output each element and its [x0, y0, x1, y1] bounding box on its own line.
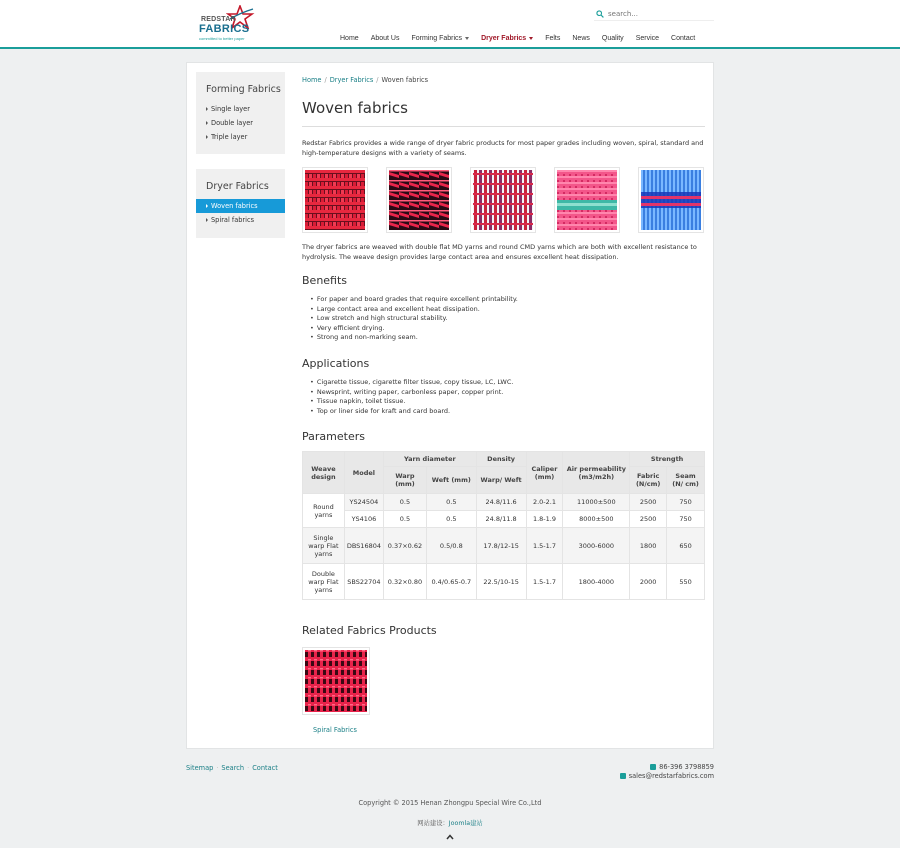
- phone-icon: [650, 764, 656, 770]
- footer-links: [186, 764, 278, 772]
- footer-contact: [620, 763, 714, 781]
- sidebar-item-label: Double layer: [211, 119, 254, 127]
- sidebar-item-label: Spiral fabrics: [211, 216, 255, 224]
- search-icon: [596, 10, 604, 18]
- table-row: [303, 564, 705, 600]
- cell-model: YS24504: [344, 494, 383, 511]
- back-to-top-icon[interactable]: [446, 833, 454, 841]
- copyright-text: Copyright © 2015 Henan Zhongpu Special Wire Co.,Ltd: [358, 799, 542, 807]
- cell-air: 8000±500: [563, 511, 630, 528]
- list-item: • Very efficient drying.: [310, 324, 518, 334]
- cell-caliper: 1.5-1.7: [526, 528, 563, 564]
- cell-design: Double warp Flat yarns: [303, 564, 345, 600]
- fabric-weave-image: [305, 170, 365, 230]
- cell-warp: 0.5: [383, 494, 426, 511]
- builder-link[interactable]: Joomla建站: [448, 820, 483, 827]
- th-warp-weft: Warp/ Weft: [476, 467, 526, 494]
- bullet-arrow-icon: [206, 218, 208, 222]
- sidebar-item-label: Woven fabrics: [211, 202, 258, 210]
- main-nav: [334, 33, 701, 43]
- list-item: • Top or liner side for kraft and card board.: [310, 407, 513, 417]
- fabric-thumbnail[interactable]: [554, 167, 620, 233]
- page-title: Woven fabrics: [302, 99, 408, 117]
- th-weft: Weft (mm): [426, 467, 476, 494]
- th-yarn-diameter: Yarn diameter: [383, 452, 476, 467]
- breadcrumb-home[interactable]: Home: [302, 76, 322, 84]
- cell-seam: 650: [667, 528, 705, 564]
- benefits-list: [310, 295, 518, 343]
- related-heading: Related Fabrics Products: [302, 624, 437, 637]
- caret-down-icon: [529, 37, 533, 40]
- sidebar-item-single-layer[interactable]: [196, 102, 285, 116]
- fabric-gallery: [302, 167, 706, 233]
- builder-credit: [0, 818, 900, 827]
- nav-forming-fabrics[interactable]: [405, 33, 475, 43]
- nav-label: Home: [340, 34, 359, 42]
- bullet-arrow-icon: [206, 204, 208, 208]
- related-product-link[interactable]: Spiral Fabrics: [313, 726, 357, 734]
- cell-model: SBS22704: [344, 564, 383, 600]
- th-density: Density: [476, 452, 526, 467]
- footer-separator: ·: [216, 764, 219, 772]
- spiral-fabric-image: [305, 650, 367, 712]
- nav-label: Felts: [545, 34, 561, 42]
- sidebar-dryer-title: Dryer Fabrics: [206, 181, 269, 192]
- breadcrumb-current: Woven fabrics: [381, 76, 429, 84]
- fabric-thumbnail[interactable]: [302, 167, 368, 233]
- breadcrumb: [302, 76, 428, 84]
- site-header: [0, 0, 900, 49]
- nav-news[interactable]: [566, 33, 596, 43]
- cell-density: 24.8/11.8: [476, 511, 526, 528]
- cell-air: 1800-4000: [563, 564, 630, 600]
- cell-weft: 0.5: [426, 494, 476, 511]
- list-item: • Strong and non-marking seam.: [310, 333, 518, 343]
- cell-density: 24.8/11.6: [476, 494, 526, 511]
- cell-fabric: 2500: [630, 511, 667, 528]
- th-warp: Warp (mm): [383, 467, 426, 494]
- footer-link-sitemap[interactable]: Sitemap: [186, 764, 214, 772]
- nav-label: Quality: [601, 34, 624, 42]
- nav-label: Dryer Fabrics: [481, 34, 527, 42]
- cell-seam: 750: [667, 494, 705, 511]
- th-weave-design: Weave design: [303, 452, 345, 494]
- cell-warp: 0.32×0.80: [383, 564, 426, 600]
- th-caliper: Caliper (mm): [526, 452, 563, 494]
- fabric-weave-image: [641, 170, 701, 230]
- table-row: [303, 528, 705, 564]
- th-model: Model: [344, 452, 383, 494]
- title-divider: [302, 126, 705, 127]
- fabric-thumbnail[interactable]: [470, 167, 536, 233]
- bullet-arrow-icon: [206, 135, 208, 139]
- nav-label: Forming Fabrics: [411, 34, 463, 42]
- th-fabric: Fabric (N/cm): [630, 467, 667, 494]
- intro-text: Redstar Fabrics provides a wide range of dryer fabric products for most paper grades including woven, spiral, standard and high-temperature designs with a variety of seams.: [302, 139, 704, 157]
- cell-design: Single warp Flat yarns: [303, 528, 345, 564]
- th-air-permeability: Air permeability (m3/m2h): [563, 452, 630, 494]
- sidebar-item-label: Triple layer: [211, 133, 248, 141]
- envelope-icon: [620, 773, 626, 779]
- cell-seam: 550: [667, 564, 705, 600]
- cell-fabric: 2000: [630, 564, 667, 600]
- fabric-weave-image: [389, 170, 449, 230]
- cell-density: 17.8/12-15: [476, 528, 526, 564]
- cell-warp: 0.37×0.62: [383, 528, 426, 564]
- caret-down-icon: [465, 37, 469, 40]
- breadcrumb-separator: /: [376, 76, 379, 84]
- cell-model: DBS16804: [344, 528, 383, 564]
- site-logo[interactable]: [198, 5, 260, 43]
- footer-link-search[interactable]: Search: [221, 764, 245, 772]
- cell-warp: 0.5: [383, 511, 426, 528]
- cell-air: 11000±500: [563, 494, 630, 511]
- bullet-arrow-icon: [206, 121, 208, 125]
- fabric-thumbnail[interactable]: [638, 167, 704, 233]
- footer-email[interactable]: sales@redstarfabrics.com: [628, 772, 714, 780]
- bullet-arrow-icon: [206, 107, 208, 111]
- sidebar-item-triple-layer[interactable]: [196, 130, 285, 144]
- footer-link-contact[interactable]: Contact: [252, 764, 278, 772]
- nav-service[interactable]: [630, 33, 665, 43]
- nav-label: About Us: [370, 34, 400, 42]
- list-item: • Newsprint, writing paper, carbonless paper, copper print.: [310, 388, 513, 398]
- th-seam: Seam (N/ cm): [667, 467, 705, 494]
- logo-line1: REDSTAR: [201, 16, 236, 23]
- search-input[interactable]: [608, 10, 708, 18]
- breadcrumb-separator: /: [324, 76, 327, 84]
- sidebar-item-double-layer[interactable]: [196, 116, 285, 130]
- cell-density: 22.5/10-15: [476, 564, 526, 600]
- search-box[interactable]: [594, 7, 714, 21]
- cell-caliper: 1.5-1.7: [526, 564, 563, 600]
- cell-air: 3000-6000: [563, 528, 630, 564]
- related-product-thumbnail[interactable]: [302, 647, 370, 715]
- fabric-weave-image: [557, 170, 617, 230]
- sidebar-item-spiral-fabrics[interactable]: [196, 213, 285, 227]
- fabric-thumbnail[interactable]: [386, 167, 452, 233]
- breadcrumb-parent[interactable]: Dryer Fabrics: [329, 76, 374, 84]
- parameters-table: [302, 451, 705, 600]
- list-item: • Tissue napkin, toilet tissue.: [310, 397, 513, 407]
- list-item: • Low stretch and high structural stability.: [310, 314, 518, 324]
- fabric-weave-image: [473, 170, 533, 230]
- cell-design: Round yarns: [303, 494, 345, 528]
- builder-prefix: 网站建设：: [417, 820, 449, 827]
- sidebar-dryer: [196, 169, 285, 238]
- benefits-heading: Benefits: [302, 274, 348, 287]
- nav-label: News: [572, 34, 590, 42]
- list-item: • For paper and board grades that require excellent printability.: [310, 295, 518, 305]
- nav-label: Contact: [671, 34, 696, 42]
- description-text: The dryer fabrics are weaved with double flat MD yarns and round CMD yarns which are both with excellent resistance to hydrolysis. The weave design provides large contact area and ensures excellent heat dissipation.: [302, 243, 697, 261]
- sidebar-forming: [196, 72, 285, 154]
- list-item: • Large contact area and excellent heat dissipation.: [310, 305, 518, 315]
- nav-label: Service: [635, 34, 660, 42]
- nav-felts[interactable]: [539, 33, 566, 43]
- sidebar-item-label: Single layer: [211, 105, 250, 113]
- logo-tagline: committed to better paper: [199, 36, 245, 41]
- cell-seam: 750: [667, 511, 705, 528]
- th-strength: Strength: [630, 452, 705, 467]
- nav-home[interactable]: [334, 33, 365, 43]
- list-item: • Cigarette tissue, cigarette filter tissue, copy tissue, LC, LWC.: [310, 378, 513, 388]
- cell-model: YS4106: [344, 511, 383, 528]
- applications-heading: Applications: [302, 357, 370, 370]
- footer-separator: ·: [247, 764, 250, 772]
- nav-quality[interactable]: [596, 33, 630, 43]
- nav-about-us[interactable]: [365, 33, 406, 43]
- cell-fabric: 2500: [630, 494, 667, 511]
- logo-line2: FABRICS: [199, 23, 250, 35]
- cell-weft: 0.4/0.65-0.7: [426, 564, 476, 600]
- nav-dryer-fabrics[interactable]: [475, 33, 539, 43]
- table-row: [303, 511, 705, 528]
- applications-list: [310, 378, 513, 416]
- sidebar-item-woven-fabrics[interactable]: [196, 199, 285, 213]
- parameters-heading: Parameters: [302, 430, 365, 443]
- cell-weft: 0.5/0.8: [426, 528, 476, 564]
- footer-phone: 86-396 3798859: [659, 763, 714, 771]
- main-panel: [186, 62, 714, 749]
- nav-contact[interactable]: [665, 33, 701, 43]
- sidebar-forming-title: Forming Fabrics: [206, 84, 281, 95]
- cell-weft: 0.5: [426, 511, 476, 528]
- cell-caliper: 1.8-1.9: [526, 511, 563, 528]
- table-row: [303, 494, 705, 511]
- cell-caliper: 2.0-2.1: [526, 494, 563, 511]
- cell-fabric: 1800: [630, 528, 667, 564]
